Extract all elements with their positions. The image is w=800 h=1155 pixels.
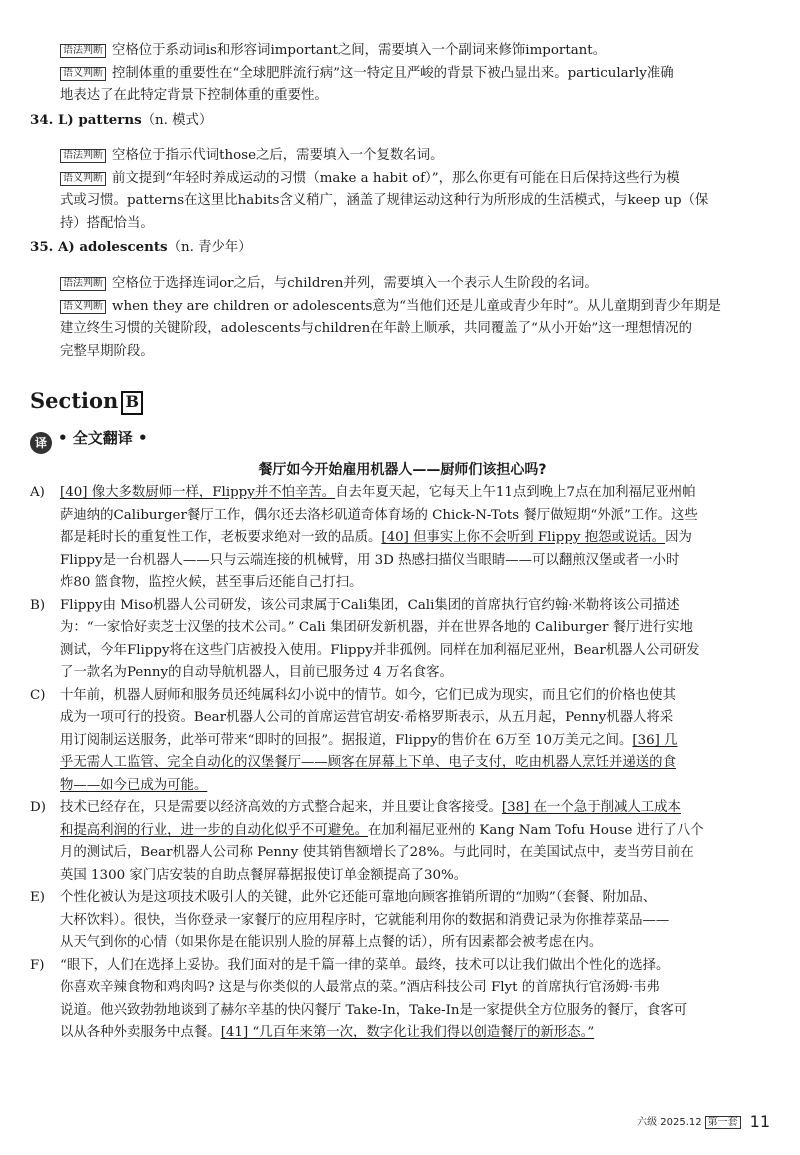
article-title: 餐厅如今开始雇用机器人——厨师们该担心吗? (258, 462, 547, 479)
q33-meaning-line: 语义判断 控制体重的重要性在“全球肥胖流行病”这一特定且严峻的背景下被凸显出来。particularly准确 (30, 63, 775, 86)
footer-grade: 六级 (637, 1117, 658, 1128)
translation-heading: 译 • 全文翻译 • (30, 425, 775, 454)
meaning-tag: 语义判断 (60, 67, 106, 81)
meaning-tag: 语义判断 (60, 172, 106, 186)
q35-head: 35. A) adolescents（n. 青少年） (30, 239, 252, 256)
footer-issue: 第一套 (705, 1116, 741, 1129)
q34-meaning-line: 语义判断 前文提到“年轻时养成运动的习惯（make a habit of）”，那么你更有可能在日后保持这些行为模 (30, 168, 775, 191)
paragraph-e: E) 个性化被认为是这项技术吸引人的关键，此外它还能可靠地向顾客推销所谓的“加购”（套餐、附加品、 大杯饮料）。很快，当你登录一家餐厅的应用程序时，它就能利用你的数据和消费记录为你推荐菜品—— 从天气到你的心情（如果你是在能识别人脸的屏幕上点餐的话），所有因素都会被考虑在内。 (30, 887, 775, 955)
paragraph-label: F) (30, 957, 45, 973)
meaning-tag: 语义判断 (60, 300, 106, 314)
q35-meaning-line: 语义判断 when they are children or adolescents意为“当他们还是儿童或青少年时”。从儿童期到青少年期是 (30, 296, 775, 319)
page-content (30, 40, 775, 1045)
paragraph-label: C) (30, 687, 46, 703)
q35-meaning-cont: 建立终生习惯的关键阶段，adolescents与children在年龄上顺承，共同覆盖了“从小开始”这一理想情况的 (60, 321, 692, 337)
paragraph-label: E) (30, 890, 45, 906)
grammar-tag: 语法判断 (60, 277, 106, 291)
paragraph-label: D) (30, 800, 46, 816)
paragraph-a: A) [40] 像大多数厨师一样，Flippy并不怕辛苦。自去年夏天起，它每天上午11点到晚上7点在加利福尼亚州帕 萨迪纳的Caliburger餐厅工作，偶尔还去洛杉矶道奇体育场的 Chick-N-Tots 餐厅做短期“外派”工作。这些 都是耗时长的重复性工作，老板要求绝对一致的品质。[40] 但事实上你不会听到 Flippy 抱怨或说话。因为 Flippy是一台机器人——只与云端连接的机械臂，用 3D 热感扫描仪当眼睛——可以翻煎汉堡或者一小时 炸80 篮食物，监控火候，甚至事后还能自己打扫。 (30, 482, 775, 595)
paragraph-d: D) 技术已经存在，只是需要以经济高效的方式整合起来，并且要让食客接受。[38] 在一个急于削减人工成本 和提高利润的行业，进一步的自动化似乎不可避免。在加利福尼亚州的 Kang Nam Tofu House 进行了八个 月的测试后，Bear机器人公司称 Penny 使其销售额增长了28%。与此同时，在美国试点中，麦当劳目前在 英国 1300 家门店安装的自助点餐屏幕据报使订单金额提高了30%。 (30, 797, 775, 887)
q34-meaning-cont: 持）搭配恰当。 (60, 215, 154, 231)
section-heading: Section B (30, 385, 775, 417)
paragraph-f: F) “眼下，人们在选择上妥协。我们面对的是千篇一律的菜单。最终，技术可以让我们做出个性化的选择。 你喜欢辛辣食物和鸡肉吗? 这是与你类似的人最常点的菜。”酒店科技公司 Flyt 的首席执行官汤姆·韦弗 说道。他兴致勃勃地谈到了赫尔辛基的快闪餐厅 Take-In，Take-In是一家提供全方位服务的餐厅，食客可 以从各种外卖服务中点餐。[41] “几百年来第一次，数字化让我们得以创造餐厅的新形态。” (30, 955, 775, 1045)
page-number: 11 (749, 1112, 770, 1131)
footer-date: 2025.12 (660, 1117, 702, 1128)
q35-meaning-cont: 完整早期阶段。 (60, 343, 154, 359)
q33-grammar-line: 语法判断 空格位于系动词is和形容词important之间，需要填入一个副词来修饰important。 (30, 40, 775, 63)
q34-grammar-line: 语法判断 空格位于指示代词those之后，需要填入一个复数名词。 (30, 145, 775, 168)
translate-icon: 译 (30, 432, 52, 454)
paragraph-b: B) Flippy由 Miso机器人公司研发，该公司隶属于Cali集团，Cali集团的首席执行官约翰·米勒将该公司描述 为：“一家恰好卖芝士汉堡的技术公司。” Cali 集团研发新机器，并在世界各地的 Caliburger 餐厅进行实地 测试，今年Flippy将在这些门店被投入使用。Flippy并非孤例。同样在加利福尼亚州，Bear机器人公司研发 了一款名为Penny的自动导航机器人，目前已服务过 4 万名食客。 (30, 595, 775, 685)
q34-head: 34. L) patterns（n. 模式） (30, 111, 213, 128)
page-footer (637, 1112, 770, 1131)
paragraph-label: B) (30, 597, 46, 613)
section-letter-badge: B (121, 391, 143, 415)
paragraph-label: A) (30, 485, 45, 501)
grammar-tag: 语法判断 (60, 44, 106, 58)
paragraph-c: C) 十年前，机器人厨师和服务员还纯属科幻小说中的情节。如今，它们已成为现实，而且它们的价格也使其 成为一项可行的投资。Bear机器人公司的首席运营官胡安·希格罗斯表示，从五月起，Penny机器人将采 用订阅制运送服务，此举可带来“即时的回报”。据报道，Flippy的售价在 6万至 10万美元之间。[36] 几 乎无需人工监管、完全自动化的汉堡餐厅——顾客在屏幕上下单、电子支付，吃由机器人烹饪并递送的食 物——如今已成为可能。 (30, 685, 775, 798)
grammar-tag: 语法判断 (60, 149, 106, 163)
q33-meaning-cont: 地表达了在此特定背景下控制体重的重要性。 (60, 88, 328, 103)
q35-grammar-line: 语法判断 空格位于选择连词or之后，与children并列，需要填入一个表示人生阶段的名词。 (30, 273, 775, 296)
q34-meaning-cont: 式或习惯。patterns在这里比habits含义稍广，涵盖了规律运动这种行为所形成的生活模式，与keep up（保 (60, 193, 709, 209)
